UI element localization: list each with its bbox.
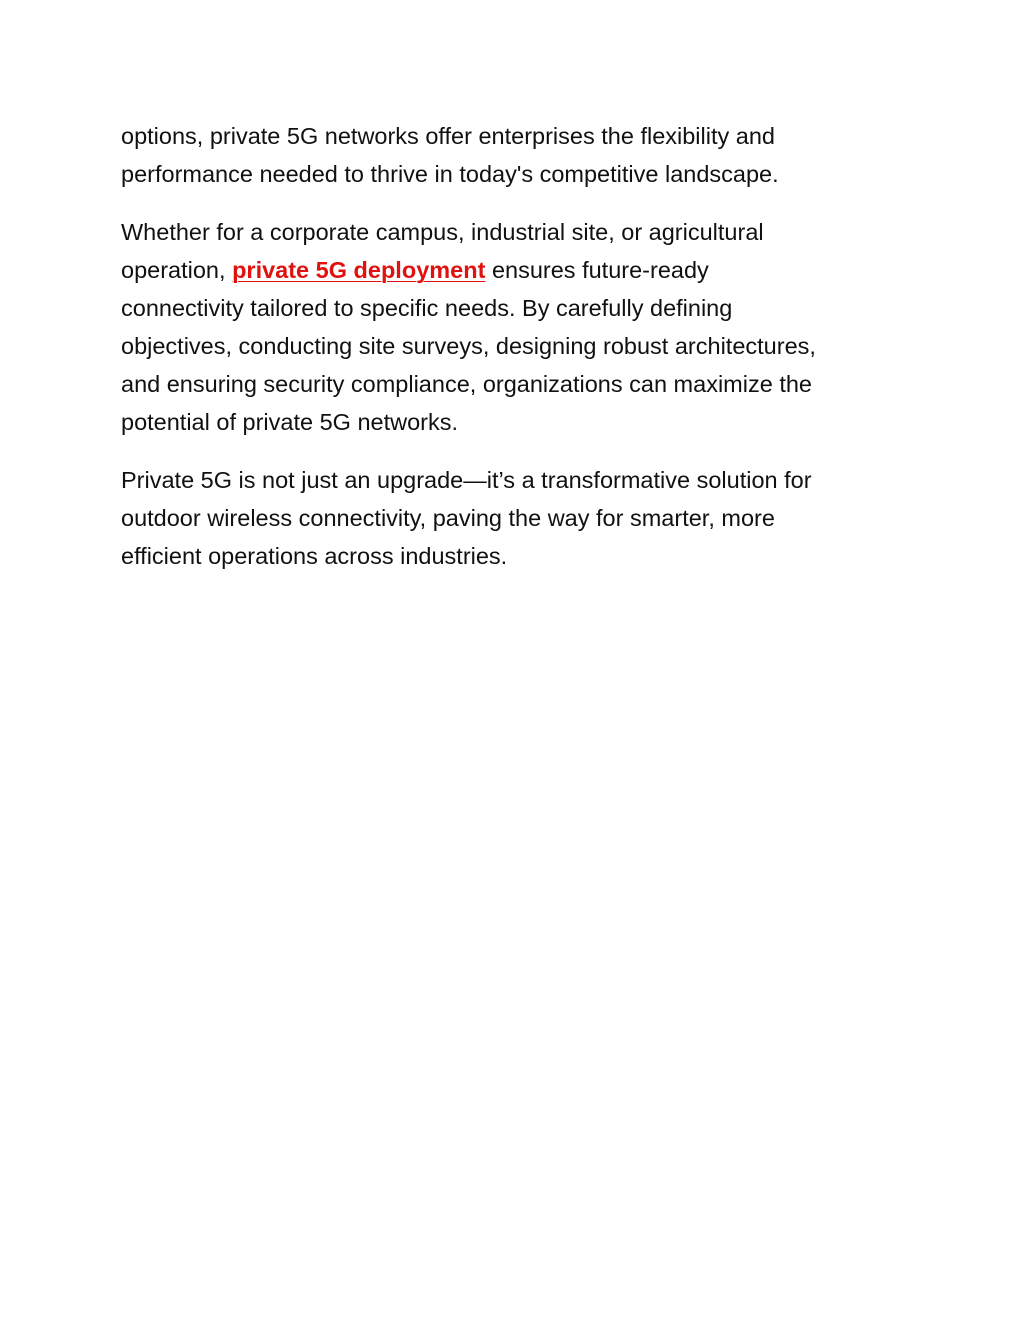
paragraph-line: efficient operations across industries. [121,543,508,569]
paragraph-line: outdoor wireless connectivity, paving the way for smarter, more [121,505,775,531]
paragraph-line: options, private 5G networks offer enterprises the flexibility and [121,123,775,149]
paragraph-line-with-link [121,251,911,289]
paragraph-conclusion [121,461,911,575]
paragraph-line: Private 5G is not just an upgrade—it’s a transformative solution for [121,467,812,493]
paragraph-line: objectives, conducting site surveys, designing robust architectures, [121,333,816,359]
text-before-link: operation, [121,257,233,283]
paragraph-line: potential of private 5G networks. [121,409,459,435]
paragraph-intro-continuation [121,117,911,193]
paragraph-line: Whether for a corporate campus, industrial site, or agricultural [121,219,764,245]
text-after-link: ensures future-ready [485,257,709,283]
paragraph-line: and ensuring security compliance, organizations can maximize the [121,371,812,397]
private-5g-deployment-link[interactable]: private 5G deployment [232,257,486,283]
document-body [121,117,911,595]
paragraph-line: performance needed to thrive in today's competitive landscape. [121,161,779,187]
paragraph-line: connectivity tailored to specific needs. By carefully defining [121,295,733,321]
paragraph-deployment [121,213,911,441]
